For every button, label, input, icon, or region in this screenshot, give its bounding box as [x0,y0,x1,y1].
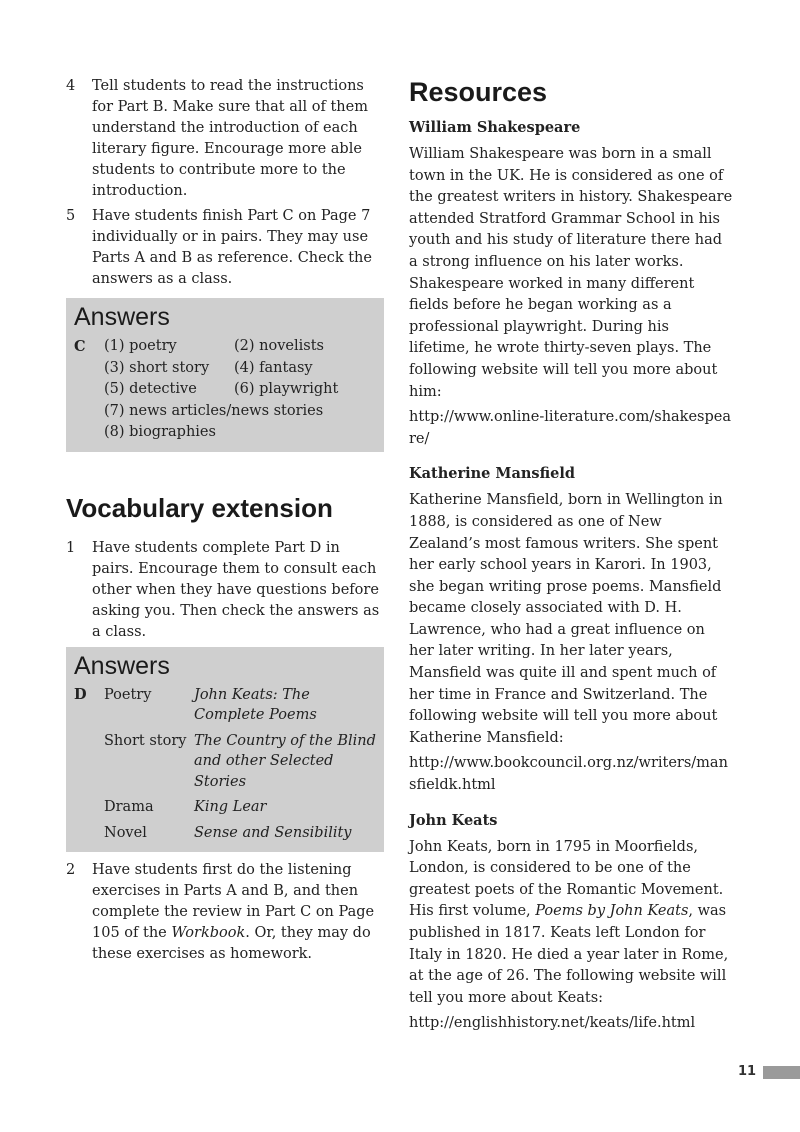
answer-item: (3) short story [104,359,210,376]
answer-part-letter: C [74,338,86,355]
book-cell: King Lear [194,799,267,815]
right-column [409,76,734,1049]
resource-url: http://englishhistory.net/keats/life.html [409,1015,696,1032]
step-text [92,860,384,965]
answers-title: Answers [74,303,170,331]
step-number: 5 [66,208,76,224]
book-cell: John Keats: The Complete Poems [194,686,317,723]
resource-shakespeare [409,118,734,450]
vocab-steps-2 [66,860,384,965]
step-text: Have students complete Part D in pairs. Encourage them to consult each other when they have questions before asking you. Then check the answers as a class. [92,539,380,640]
genre-cell: Novel [104,824,147,841]
left-column [66,76,384,969]
answer-item: (1) poetry [104,338,177,354]
answer-items [104,336,374,444]
genre-book-table [74,685,376,849]
answer-item: (4) fantasy [234,359,313,376]
vocab-steps [66,538,384,643]
teaching-steps-top [66,76,384,290]
resource-body [409,837,734,1010]
answers-title: Answers [74,651,170,680]
step-text-part: Have students first do the listening exercises in Parts A and B, and then complete the review in Part C on Page 105 of the [92,862,375,941]
resources-title: Resources [409,77,548,107]
vocab-step-1 [66,538,384,643]
answers-box-d [66,647,384,853]
step-number: 4 [66,78,76,94]
step-4 [66,76,384,202]
resource-url: http://www.online-literature.com/shakespeare/ [409,409,731,447]
resource-body: Katherine Mansfield, born in Wellington in 1888, is considered as one of New Zealand’s most famous writers. She spent her early school years in Karori. In 1903, she began writing prose poems. Mansfield became closely associated with D. H. Lawrence, who had a great influence on her later writing. In her later years, Mansfield was quite ill and spent much of her time in France and Switzerland. The following website will tell you more about Katherine Mansfield: [409,492,723,746]
resource-name: William Shakespeare [409,119,581,136]
answer-item: (7) news articles/news stories [104,402,324,419]
resource-body: William Shakespeare was born in a small town in the UK. He is considered as one of the greatest writers in history. Shakespeare attended Stratford Grammar School in his youth and his study of literature there had a strong influence on his later works. Shakespeare worked in many different fields before he began working as a professional playwright. During his lifetime, he wrote thirty-seven plays. The following website will tell you more about him: [409,146,733,400]
body-part: , was published in 1817. Keats left London for Italy in 1820. He died a year later in Rome, at the age of 26. The following website will tell you more about Keats: [409,903,729,1006]
step-text-part: . Or, they may do these exercises as homework. [92,925,371,962]
workbook-title: Workbook [171,925,246,941]
answer-item: (6) playwright [234,381,339,397]
page-number: 11 [738,1064,757,1079]
vocab-step-2 [66,860,384,965]
resource-name: Katherine Mansfield [409,465,575,483]
book-cell: The Country of the Blind and other Selected Stories [194,732,376,790]
book-title: Poems by John Keats [535,903,689,920]
step-5 [66,206,384,290]
step-number: 1 [66,539,76,556]
resource-name: John Keats [409,811,498,829]
genre-cell: Drama [104,799,154,815]
book-cell: Sense and Sensibility [194,824,352,841]
answers-list [74,336,376,444]
answer-item: (2) novelists [234,338,324,354]
step-number: 2 [66,862,76,878]
resource-mansfield [409,464,734,796]
body-part: John Keats, born in 1795 in Moorfields, London, is considered to be one of the greatest poets of the Romantic Movement. His first volume, [409,838,724,920]
genre-cell: Poetry [104,686,152,703]
vocabulary-extension-title: Vocabulary extension [66,492,333,523]
resource-url: http://www.bookcouncil.org.nz/writers/mansfieldk.html [409,755,728,794]
answer-item: (8) biographies [104,424,216,440]
answer-part-letter: D [74,685,87,703]
step-text: Tell students to read the instructions for Part B. Make sure that all of them understand the introduction of each literary figure. Encourage more able students to contribute more to the introduction. [92,78,368,199]
step-text: Have students finish Part C on Page 7 individually or in pairs. They may use Parts A and B as reference. Check the answers as a class. [92,208,372,287]
answers-box-c [66,298,384,452]
page-number-bar [763,1066,800,1079]
genre-cell: Short story [104,732,187,749]
resource-keats [409,811,734,1035]
answer-item: (5) detective [104,381,197,397]
